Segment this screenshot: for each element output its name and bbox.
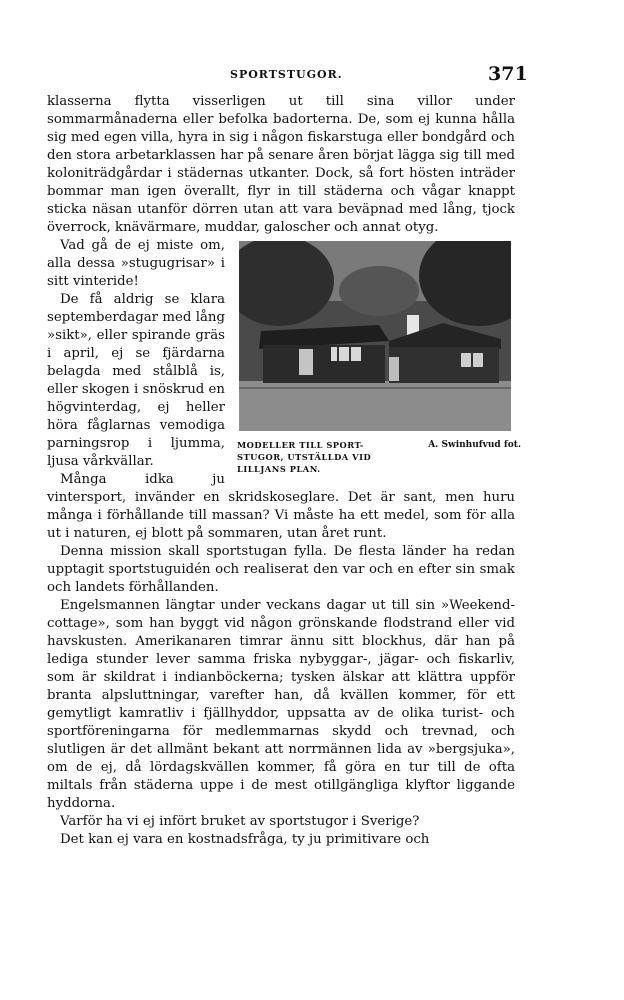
figure-caption xyxy=(237,439,521,475)
figure xyxy=(237,241,521,475)
paragraph-4: Många idka ju vintersport, invänder en skridskoseglare. Det är sant, men huru många i förhållande till massan? Vi måste ha ett medel, som för alla ut i naturen, ej blott på sommaren, utan året runt. xyxy=(47,472,515,541)
caption-line: STUGOR, UTSTÄLLDA VID xyxy=(237,452,372,462)
cabin-photo xyxy=(239,241,511,431)
page-number: 371 xyxy=(488,63,528,85)
paragraph-1: klasserna flytta visserligen ut till sina villor under sommarmånaderna eller befolka badorterna. De, som ej kunna hålla sig med egen villa, hyra in sig i någon fiskarstuga eller bondgård och den stora arbetarklassen har på senare åren börjat lägga sig till med koloniträdgårdar i städernas utkanter. Dock, så fort hösten inträder bommar man igen överallt, flyr in till städerna och vågar knappt sticka näsan utanför dörren utan att vara beväpnad med lång, tjock överrock, knävärmare, muddar, galoscher och annat otyg. xyxy=(47,94,515,235)
cabin-photo-drawing xyxy=(239,241,511,431)
running-head: SPORTSTUGOR. xyxy=(230,68,343,81)
paragraph-7: Varför ha vi ej infört bruket av sportstugor i Sverige? xyxy=(60,814,420,829)
paragraph-5: Denna mission skall sportstugan fylla. De flesta länder ha redan upptagit sportstuguidén och realiserat den var och en efter sin smak och landets förhållanden. xyxy=(47,544,515,595)
paragraph-3: De få aldrig se klara septemberdagar med lång »sikt», eller spirande gräs i april, ej se fjärdarna belagda med stålblå is, eller skogen i snöskrud en högvinterdag, ej heller höra fåglarnas vemodiga parningsrop i ljumma, ljusa vårkvällar. xyxy=(47,292,225,469)
body-text xyxy=(47,93,521,849)
caption-line: MODELLER TILL SPORT- xyxy=(237,440,364,450)
photo-credit: A. Swinhufvud fot. xyxy=(428,440,521,450)
caption-line: LILLJANS PLAN. xyxy=(237,464,321,474)
paragraph-8: Det kan ej vara en kostnadsfråga, ty ju primitivare och xyxy=(60,832,430,847)
caption-text xyxy=(237,439,371,475)
paragraph-6: Engelsmannen längtar under veckans dagar ut till sin »Weekend-cottage», som han byggt vid någon grönskande flodstrand eller vid havskusten. Amerikanaren timrar ännu sitt blockhus, där han på lediga stunder lever samma friska nybyggar-, jägar- och fiskarliv, som är skildrat i indianböckerna; tysken älskar att klättra uppför branta alpsluttningar, varefter han, då kvällen kommer, för ett gemytligt kamratliv i fjällhyddor, uppsatta av de olika turist- och sportföreningarna för medlemmarnas skydd och trevnad, och slutligen är det allmänt bekant att norrmännen lida av »bergsjuka», om de ej, då lördagskvällen kommer, få göra en tur till de ofta miltals från städerna uppe i de mest otillgängliga klyftor liggande hyddorna. xyxy=(47,598,515,811)
paragraph-2: Vad gå de ej miste om, alla dessa »stugugrisar» i sitt vinteride! xyxy=(47,238,225,289)
